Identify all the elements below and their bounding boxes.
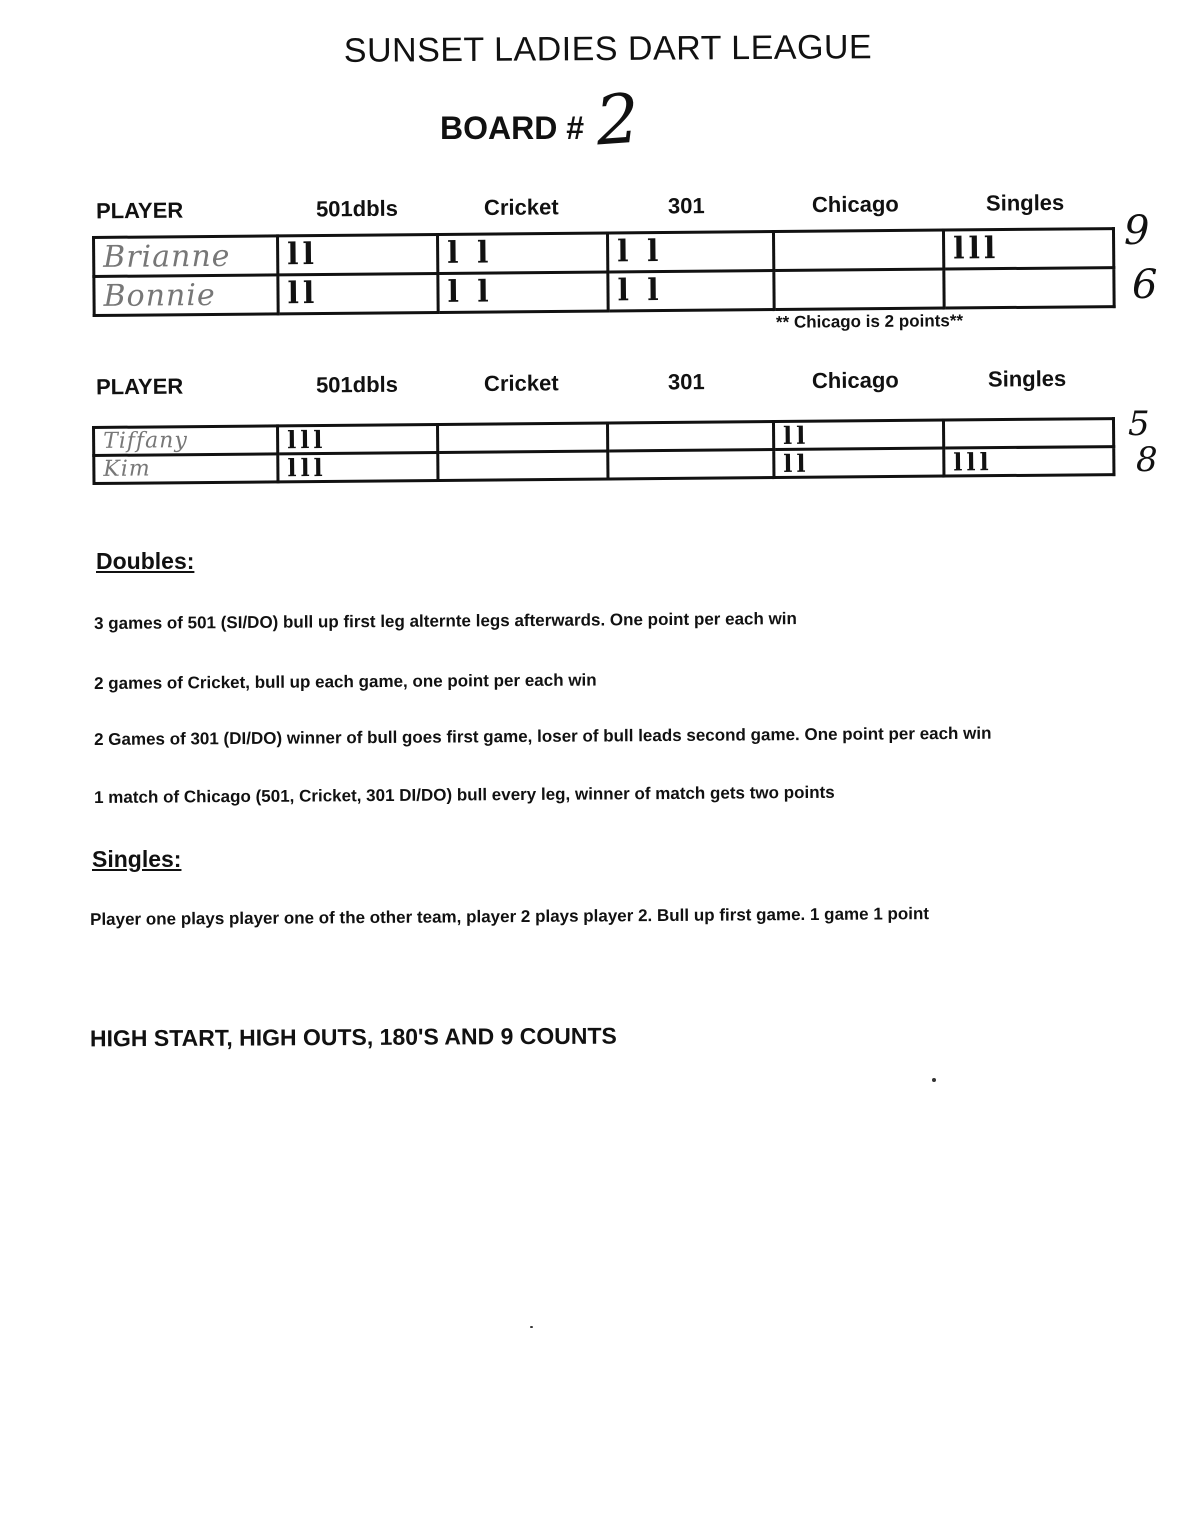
board-number: 2: [593, 79, 642, 161]
player-name: Brianne: [94, 236, 278, 277]
doubles-heading: Doubles:: [96, 548, 195, 574]
tally-501dbls: ll: [278, 273, 438, 313]
col-301: 301: [667, 369, 705, 395]
doubles-rule-cricket: 2 games of Cricket, bull up each game, one point per each win: [94, 670, 597, 693]
tally-301: l l: [607, 232, 773, 272]
tally-cricket: l l: [438, 272, 608, 312]
match2-total-2: 8: [1136, 440, 1158, 480]
tally-301: [608, 450, 774, 479]
col-player: PLAYER: [95, 373, 184, 400]
board-line: [440, 79, 642, 168]
singles-rule: Player one plays player one of the other team, player 2 plays player 2. Bull up first game. 1 game 1 point: [90, 904, 930, 929]
chicago-note: ** Chicago is 2 points**: [775, 311, 964, 332]
board-label: BOARD #: [440, 109, 585, 146]
col-player: PLAYER: [95, 197, 184, 224]
tally-chicago: [773, 230, 943, 270]
match2-total-1: 5: [1128, 404, 1150, 444]
tally-cricket: l l: [437, 233, 607, 273]
player-name: Tiffany: [94, 426, 278, 456]
col-301: 301: [667, 193, 705, 219]
match1-header: [0, 185, 1200, 231]
tally-cricket: [437, 423, 607, 452]
player-name: Bonnie: [94, 275, 278, 316]
match1-total-1: 9: [1124, 208, 1150, 254]
tally-singles: lll: [944, 447, 1114, 476]
table-row: [94, 268, 1114, 316]
player-name: Kim: [94, 454, 278, 484]
page-title: SUNSET LADIES DART LEAGUE: [343, 28, 873, 70]
col-501dbls: 501dbls: [315, 195, 399, 222]
col-cricket: Cricket: [483, 370, 559, 397]
tally-chicago: ll: [774, 448, 944, 477]
match1-total-2: 6: [1132, 262, 1158, 308]
col-chicago: Chicago: [811, 367, 899, 394]
tally-501dbls: lll: [278, 452, 438, 481]
singles-heading: Singles:: [92, 846, 182, 872]
tally-501dbls: lll: [278, 424, 438, 453]
col-chicago: Chicago: [811, 191, 899, 218]
match2-table: [92, 417, 1115, 485]
footer-note: HIGH START, HIGH OUTS, 180'S AND 9 COUNTS: [89, 1022, 617, 1052]
tally-301: l l: [608, 271, 774, 311]
tally-singles: [943, 419, 1113, 448]
match1-table: [92, 227, 1116, 317]
col-cricket: Cricket: [483, 194, 559, 221]
doubles-rule-501: 3 games of 501 (SI/DO) bull up first leg alternte legs afterwards. One point per each win: [94, 609, 797, 633]
tally-501dbls: ll: [278, 234, 438, 274]
tally-singles: [944, 268, 1114, 308]
scan-speck: [530, 1326, 533, 1328]
tally-singles: lll: [943, 229, 1113, 269]
col-singles: Singles: [985, 189, 1065, 216]
scan-speck: [932, 1078, 936, 1082]
tally-chicago: [774, 269, 944, 309]
match2-header: [0, 361, 1200, 407]
doubles-rule-chicago: 1 match of Chicago (501, Cricket, 301 DI/DO) bull every leg, winner of match gets two points: [94, 782, 835, 807]
col-singles: Singles: [987, 365, 1067, 392]
col-501dbls: 501dbls: [315, 371, 399, 398]
doubles-rule-301: 2 Games of 301 (DI/DO) winner of bull goes first game, loser of bull leads second game. One point per each win: [94, 723, 992, 749]
tally-chicago: ll: [773, 420, 943, 449]
tally-cricket: [438, 451, 608, 480]
tally-301: [607, 422, 773, 451]
